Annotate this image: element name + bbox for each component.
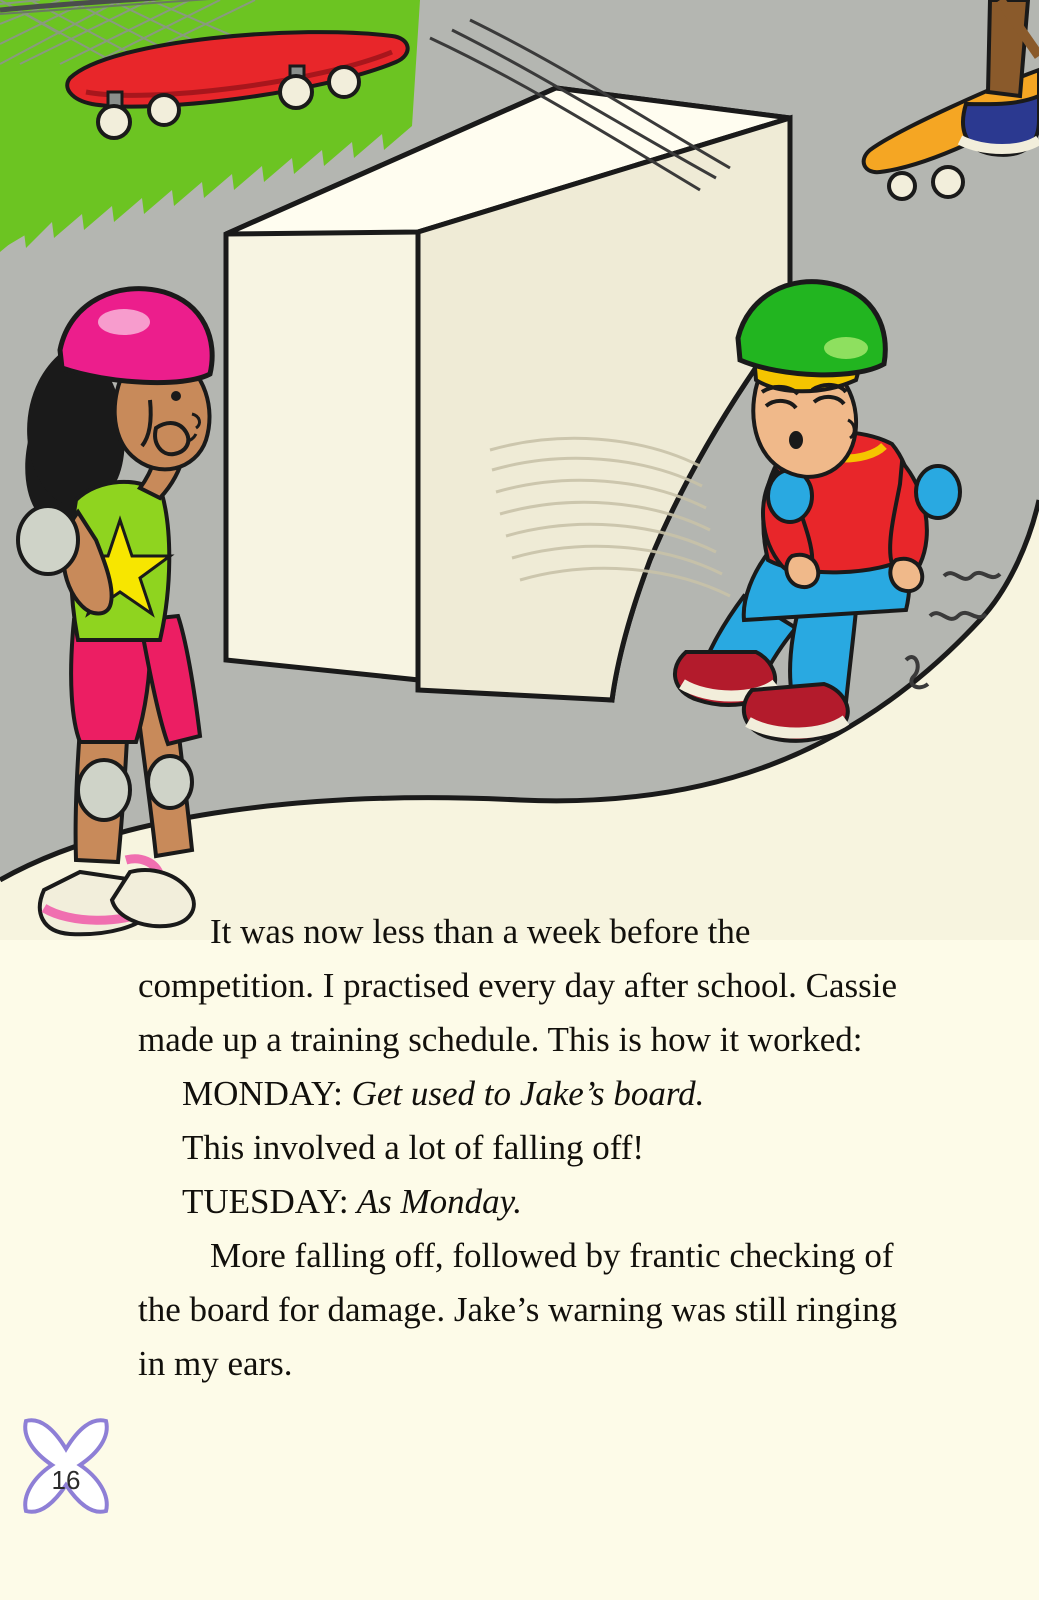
page-number-badge <box>18 1415 114 1519</box>
paragraph-closing: More falling off, followed by frantic checking of the board for damage. Jake’s warning was still ringing in my ears. <box>138 1236 898 1383</box>
schedule-monday <box>138 1067 898 1121</box>
tuesday-task: As Monday. <box>348 1182 523 1221</box>
monday-task: Get used to Jake’s board. <box>342 1074 705 1113</box>
tuesday-label: TUESDAY: <box>182 1182 349 1221</box>
story-text <box>138 905 898 1391</box>
page-number: 16 <box>51 1464 81 1495</box>
schedule-tuesday <box>138 1175 898 1229</box>
paragraph-intro: It was now less than a week before the competition. I practised every day after school. Cassie made up a training schedule. This is how it worked: <box>138 912 898 1059</box>
monday-label: MONDAY: <box>182 1074 343 1113</box>
monday-note: This involved a lot of falling off! <box>182 1128 645 1167</box>
